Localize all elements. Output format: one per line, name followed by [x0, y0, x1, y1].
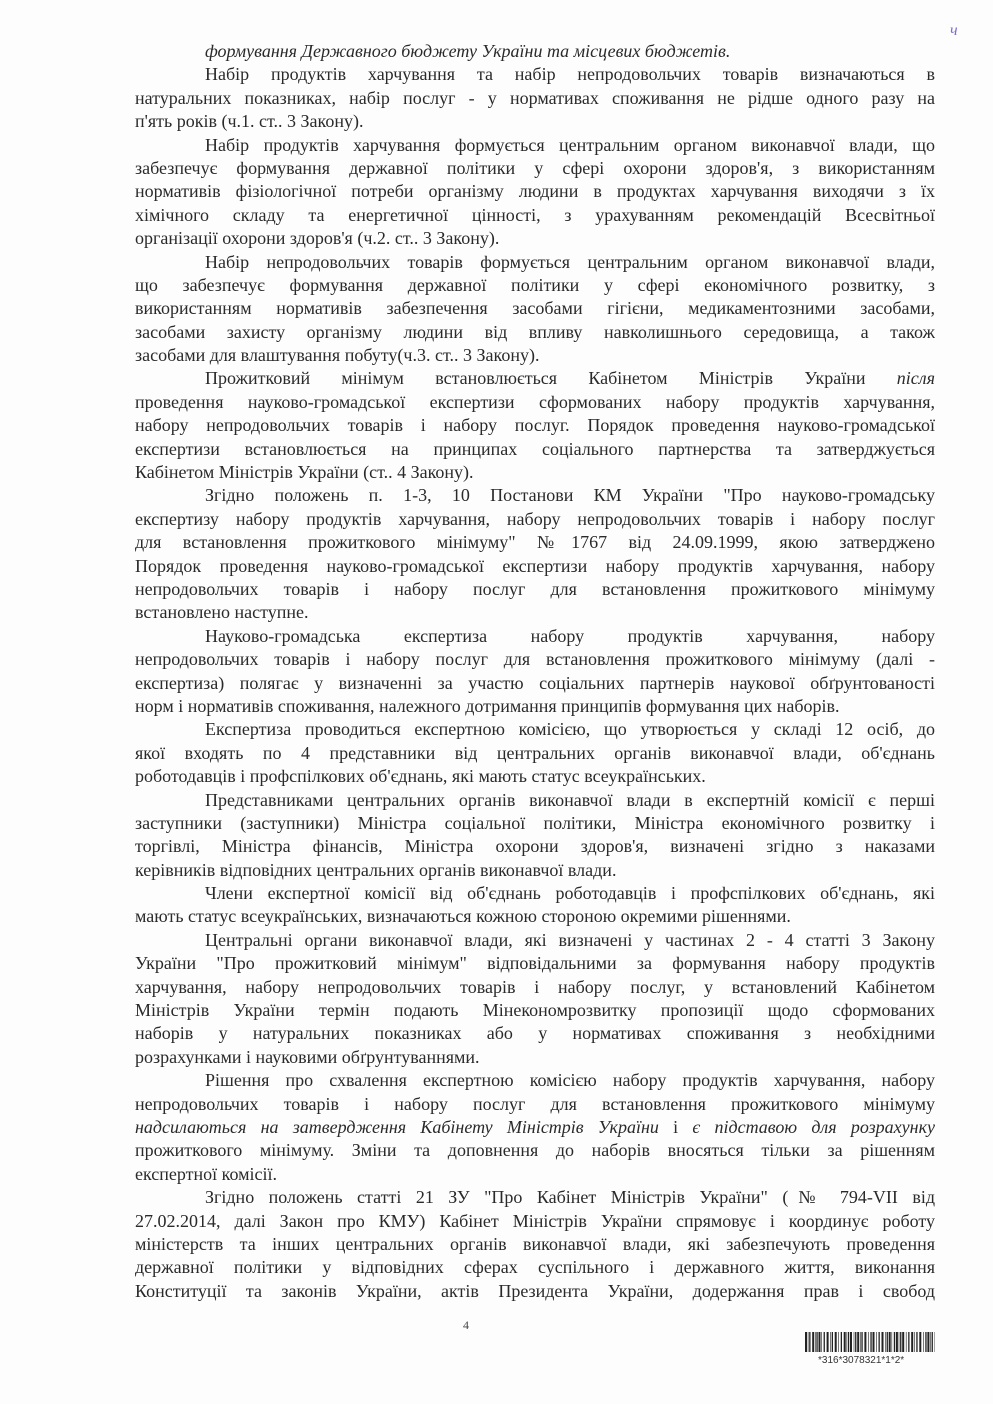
text-line: Порядок проведення науково-громадської експертизи набору продуктів харчування, набору [135, 555, 935, 576]
barcode-bar [809, 1332, 810, 1352]
text-line: Згідно положень статті 21 ЗУ "Про Кабінет Міністрів України" (№ 794-VII від [205, 1187, 935, 1208]
page-number: 4 [463, 1318, 469, 1332]
text-line: набору непродовольчих товарів і набору послуг. Порядок проведення науково-громадської [135, 415, 935, 436]
text-line: розрахунками і науковими обґрунтуваннями. [135, 1046, 480, 1067]
barcode-bar [805, 1332, 807, 1352]
paragraph [135, 40, 935, 63]
barcode-bar [841, 1332, 842, 1352]
text-line: торгівлі, Міністра фінансів, Міністра охорони здоров'я, визначені згідно з наказами [135, 836, 935, 857]
barcode-bar [930, 1332, 931, 1352]
document-body [135, 40, 935, 1303]
italic-text: формування Державного бюджету України та місцевих бюджетів. [205, 41, 731, 61]
text-line: проведення науково-громадської експертизи сформованих набору продуктів харчування, [135, 391, 935, 412]
text-line: Центральні органи виконавчої влади, які визначені у частинах 2 - 4 статті 3 Закону [205, 929, 935, 950]
barcode-bar [821, 1332, 822, 1352]
text-line: засобами захисту організму людини від впливу навколишнього середовища, а також [135, 321, 935, 342]
text-line [135, 40, 935, 63]
text-line: харчування, набору непродовольчих товарів і набору послуг, у встановлений Кабінетом [135, 976, 935, 997]
paragraph [135, 882, 935, 929]
barcode-bar [882, 1332, 884, 1352]
barcode-bar [870, 1332, 871, 1352]
text-line: Набір непродовольчих товарів формується центральним органом виконавчої влади, [205, 251, 935, 272]
barcode-text: *316*3078321*1*2* [818, 1355, 905, 1366]
barcode-bar [816, 1332, 817, 1352]
text-line: міністерств та інших центральних органів виконавчої влади, які забезпечують проведення [135, 1233, 935, 1254]
text-line: норм і нормативів споживання, належного дотримання принципів формування цих наборів. [135, 695, 840, 716]
text-line: Міністрів України термін подають Мінекономрозвитку пропозиції щодо сформованих [135, 1000, 935, 1021]
barcode-bar [819, 1332, 821, 1352]
text-line: непродовольчих товарів і набору послуг для встановлення прожиткового мінімуму [135, 578, 935, 599]
text-line: непродовольчих товарів і набору послуг для встановлення прожиткового мінімуму [135, 1093, 935, 1114]
barcode-bar [824, 1332, 825, 1352]
text-line: встановлено наступне. [135, 602, 309, 623]
text-line: якої входять по 4 представники від центральних органів виконавчої влади, об'єднань [135, 742, 935, 763]
paragraph [135, 63, 935, 133]
barcode-bar [854, 1332, 855, 1352]
text-line: що забезпечує формування державної політики у сфері економічного розвитку, з [135, 274, 935, 295]
paragraph [135, 789, 935, 883]
barcode-bar [848, 1332, 849, 1352]
text-line: організації охорони здоров'я (ч.2. ст.. 3 Закону). [135, 228, 500, 249]
barcode-bar [932, 1332, 933, 1352]
text-line: Члени експертної комісії від об'єднань роботодавців і профспілкових об'єднань, які [205, 883, 935, 904]
text-line: засобами для влаштування побуту(ч.3. ст.. 3 Закону). [135, 345, 540, 366]
text-line: Представниками центральних органів виконавчої влади в експертній комісії є перші [205, 789, 935, 810]
barcode-bar [889, 1332, 891, 1352]
text-line: Набір продуктів харчування формується центральним органом виконавчої влади, що [205, 134, 935, 155]
barcode-bar [857, 1332, 859, 1352]
barcode-bar [908, 1332, 909, 1352]
barcode-bar [892, 1332, 893, 1352]
text-line: 27.02.2014, далі Закон про КМУ) Кабінет Міністрів України спрямовує і координує роботу [135, 1210, 935, 1231]
barcode-bar [911, 1332, 913, 1352]
barcode-bar [925, 1332, 926, 1352]
paragraph [135, 484, 935, 624]
text-line: використанням нормативів забезпечення засобами гігієни, медикаментозними засобами, [135, 298, 935, 319]
barcode-bar [847, 1332, 848, 1352]
text-line: Рішення про схвалення експертною комісією набору продуктів харчування, набору [205, 1070, 935, 1091]
barcode-bar [850, 1332, 852, 1352]
barcode-bar [914, 1332, 915, 1352]
barcode-bar [868, 1332, 869, 1352]
text-line: натуральних показниках, набір послуг - у нормативах споживання не рідше одного разу на [135, 87, 935, 108]
text-line: експертизу набору продуктів харчування, набору непродовольчих товарів і набору послуг [135, 508, 935, 529]
text-line: забезпечує формування державної політики у сфері охорони здоров'я, з використанням [135, 157, 935, 178]
handwritten-mark: ч [950, 22, 958, 39]
text-line: Експертиза проводиться експертною комісією, що утворюється у складі 12 осіб, до [205, 719, 935, 740]
barcode-bar [864, 1332, 866, 1352]
barcode-bar [899, 1332, 900, 1352]
barcode-bar [827, 1332, 829, 1352]
text-line: нормативів фізіологічної потреби організму людини в продуктах харчування виходячи з їх [135, 181, 935, 202]
paragraph [135, 718, 935, 788]
barcode-bar [860, 1332, 861, 1352]
barcode-bar [830, 1332, 831, 1352]
text-line: роботодавців і профспілкових об'єднань, які мають статус всеукраїнських. [135, 766, 706, 787]
barcode-bar [812, 1332, 814, 1352]
text-line: експертизи встановлюється на принципах соціального партнерства та затверджується [135, 438, 935, 459]
text-line: експертної комісії. [135, 1163, 278, 1184]
barcode-bar [894, 1332, 895, 1352]
text-line: державної політики у відповідних сферах суспільного і державного життя, виконання [135, 1257, 935, 1278]
barcode-bar [896, 1332, 898, 1352]
italic-text: надсилаються на затвердження Кабінету Міністрів України [135, 1116, 659, 1137]
text: Прожитковий мінімум встановлюється Кабінетом Міністрів України [205, 368, 897, 389]
text-line: мають статус всеукраїнських, визначаються кожною стороною окремими рішеннями. [135, 906, 791, 927]
text-line [135, 1116, 935, 1139]
barcode-bar [916, 1332, 917, 1352]
text-line: експертиза) полягає у визначенні за участю соціальних партнерів наукової обґрунтованості [135, 672, 935, 693]
text-line [135, 367, 935, 390]
text-line: прожиткового мінімуму. Зміни та доповнення до наборів вносяться тільки за рішенням [135, 1140, 935, 1161]
text-line: Згідно положень п. 1-3, 10 Постанови КМ України "Про науково-громадську [205, 485, 935, 506]
paragraph [135, 929, 935, 1069]
paragraph [135, 134, 935, 251]
barcode-bar [861, 1332, 862, 1352]
text-line: п'ять років (ч.1. ст.. 3 Закону). [135, 111, 364, 132]
barcode-bar [885, 1332, 886, 1352]
barcode-bar [815, 1332, 816, 1352]
text-line: Кабінетом Міністрів України (ст.. 4 Закону). [135, 462, 474, 483]
italic-text: є підставою для розрахунку [692, 1116, 935, 1137]
paragraph [135, 1069, 935, 1186]
text-line: заступники (заступники) Міністра соціальної політики, Міністра економічного розвитку і [135, 812, 935, 833]
barcode [805, 1332, 935, 1352]
paragraph [135, 251, 935, 368]
barcode-bar [919, 1332, 921, 1352]
barcode-bar [835, 1332, 837, 1352]
barcode-bar [900, 1332, 901, 1352]
barcode-bar [879, 1332, 880, 1352]
text-line: Науково-громадська експертиза набору продуктів харчування, набору [205, 625, 935, 646]
barcode-bar [906, 1332, 907, 1352]
text-line: Набір продуктів харчування та набір непродовольчих товарів визначаються в [205, 64, 935, 85]
text-line: для встановлення прожиткового мінімуму" №1767 від 24.09.1999, якою затверджено [135, 532, 935, 553]
barcode-bar [902, 1332, 904, 1352]
text-line: Конституції та законів України, актів Президента України, додержання прав і свобод [135, 1280, 935, 1301]
barcode-bar [887, 1332, 888, 1352]
barcode-bar [927, 1332, 929, 1352]
text-line: наборів у натуральних показниках або у нормативах споживання з необхідними [135, 1023, 935, 1044]
text-line: непродовольчих товарів і набору послуг для встановлення прожиткового мінімуму (далі - [135, 649, 935, 670]
text-line: керівників відповідних центральних органів виконавчої влади. [135, 859, 617, 880]
barcode-bar [923, 1332, 924, 1352]
text: і [658, 1116, 693, 1137]
barcode-bar [873, 1332, 875, 1352]
barcode-bar [838, 1332, 839, 1352]
text-line: України "Про прожитковий мінімум" відповідальними за формування набору продуктів [135, 953, 935, 974]
paragraph [135, 625, 935, 719]
paragraph [135, 367, 935, 484]
barcode-bar [832, 1332, 833, 1352]
text-line: хімічного складу та енергетичної цінності, з урахуванням рекомендацій Всесвітньої [135, 204, 935, 225]
barcode-bar [844, 1332, 846, 1352]
barcode-bar [855, 1332, 856, 1352]
barcode-bar [876, 1332, 877, 1352]
italic-text: після [896, 368, 935, 389]
paragraph [135, 1186, 935, 1303]
barcode-bar [808, 1332, 809, 1352]
